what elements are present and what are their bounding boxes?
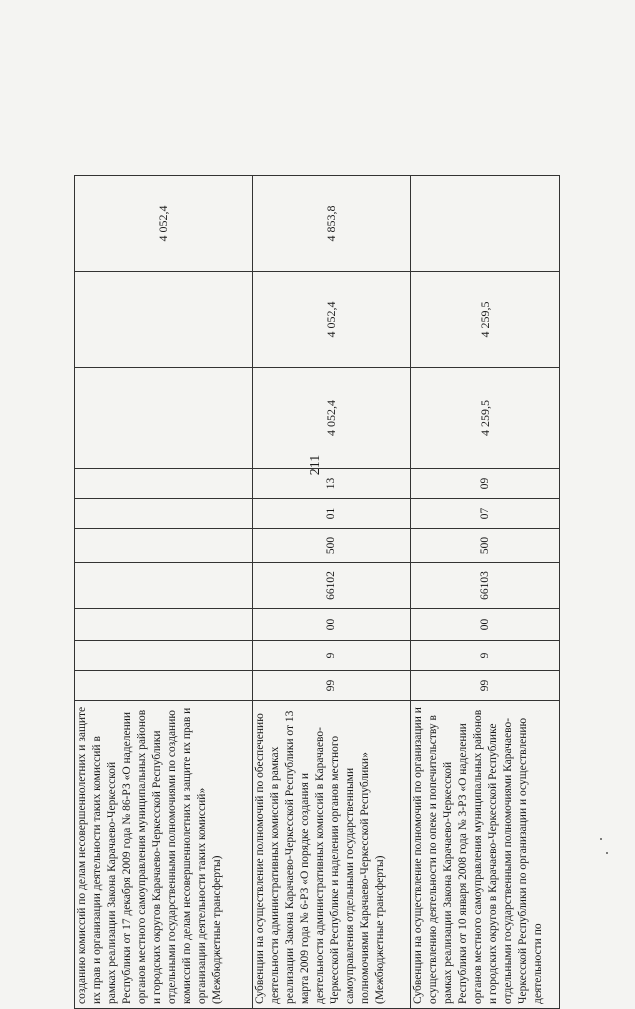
- amount-year-3: [411, 176, 560, 272]
- code-direction: 66102: [253, 563, 411, 609]
- table-row: [75, 176, 253, 1009]
- code-direction: 66103: [411, 563, 560, 609]
- row-description: Субвенции на осуществление полномочий по обеспечению деятельности административных комиссий в рамках реализации Закона Карачаево-Черкесской Республики от 13 марта 2009 года № 6-РЗ «О порядке создания и деятельности административных комиссий в Карачаево-Черкесской Республике и наделении органов местного самоуправления отдельными государственными полномочиями Карачаево-Черкесской Республики» (Межбюджетные трансферты): [253, 701, 411, 1009]
- amount-year-2: 4 052,4: [253, 272, 411, 368]
- code-subsection: 13: [253, 469, 411, 499]
- code-section: [75, 499, 253, 529]
- code-subprogram: [75, 641, 253, 671]
- page-number: 211: [308, 454, 323, 476]
- amount-year-1: 4 259,5: [411, 368, 560, 469]
- code-expense-type: 500: [253, 529, 411, 563]
- amount-year-1: [75, 368, 253, 469]
- amount-year-2: [75, 272, 253, 368]
- code-subprogram: 9: [253, 641, 411, 671]
- scan-speck: [606, 852, 608, 854]
- code-program: 99: [411, 671, 560, 701]
- table-row: [411, 176, 560, 1009]
- code-expense-type: 500: [411, 529, 560, 563]
- code-main-event: 00: [253, 609, 411, 641]
- table-row: [253, 176, 411, 1009]
- code-subsection: [75, 469, 253, 499]
- code-main-event: 00: [411, 609, 560, 641]
- code-main-event: [75, 609, 253, 641]
- row-description: созданию комиссий по делам несовершеннолетних и защите их прав и организации деятельности таких комиссий в рамках реализации Закона Карачаево-Черкесской Республики от 17 декабря 2009 года № 86-РЗ «О наделении органов местного самоуправления муниципальных районов и городских округов Карачаево-Черкесской Республики отдельными государственными полномочиями по созданию комиссий по делам несовершеннолетних и защите их прав и организации деятельности таких комиссий» (Межбюджетные трансферты): [75, 701, 253, 1009]
- code-program: 99: [253, 671, 411, 701]
- scan-speck: [600, 838, 602, 840]
- code-direction: [75, 563, 253, 609]
- code-program: [75, 671, 253, 701]
- code-subprogram: 9: [411, 641, 560, 671]
- code-section: 01: [253, 499, 411, 529]
- code-subsection: 09: [411, 469, 560, 499]
- code-expense-type: [75, 529, 253, 563]
- budget-table-sheet: [74, 176, 559, 1009]
- budget-table: [74, 175, 560, 1009]
- amount-year-1: 4 052,4: [253, 368, 411, 469]
- amount-year-3: 4 853,8: [253, 176, 411, 272]
- amount-year-3: 4 052,4: [75, 176, 253, 272]
- code-section: 07: [411, 499, 560, 529]
- amount-year-2: 4 259,5: [411, 272, 560, 368]
- row-description: Субвенции на осуществление полномочий по организации и осуществлению деятельности по опеке и попечительству в рамках реализации Закона Карачаево-Черкесской Республики от 10 января 2008 года № 3-РЗ «О наделении органов местного самоуправления муниципальных районов и городских округов в Карачаево-Черкесской Республике отдельными государственными полномочиями Карачаево-Черкесской Республики по организации и осуществлению деятельности по: [411, 701, 560, 1009]
